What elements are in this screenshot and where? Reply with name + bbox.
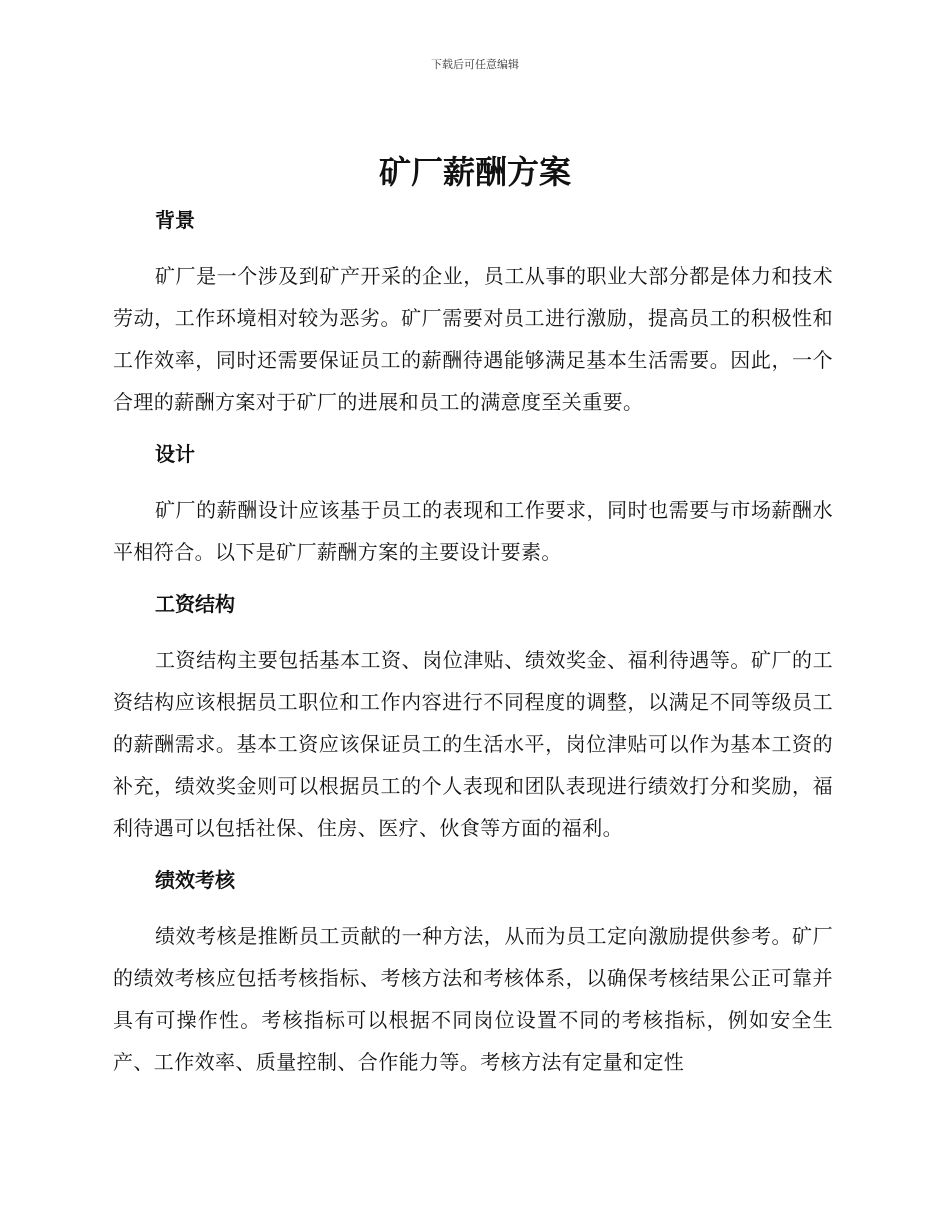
section-body-design: 矿厂的薪酬设计应该基于员工的表现和工作要求，同时也需要与市场薪酬水平相符合。以下是矿厂薪酬方案的主要设计要素。 — [113, 498, 833, 564]
section-body-salary-structure: 工资结构主要包括基本工资、岗位津贴、绩效奖金、福利待遇等。矿厂的工资结构应该根据员工职位和工作内容进行不同程度的调整，以满足不同等级员工的薪酬需求。基本工资应该保证员工的生活水平，岗位津贴可以作为基本工资的补充，绩效奖金则可以根据员工的个人表现和团队表现进行绩效打分和奖励，福利待遇可以包括社保、住房、医疗、伙食等方面的福利。 — [113, 648, 833, 840]
section-heading-salary-structure: 工资结构 — [155, 592, 235, 616]
section-heading-background: 背景 — [155, 208, 195, 232]
section-body-performance: 绩效考核是推断员工贡献的一种方法，从而为员工定向激励提供参考。矿厂的绩效考核应包括考核指标、考核方法和考核体系，以确保考核结果公正可靠并具有可操作性。考核指标可以根据不同岗位设置不同的考核指标，例如安全生产、工作效率、质量控制、合作能力等。考核方法有定量和定性 — [113, 924, 833, 1074]
document-body — [113, 203, 833, 1083]
document-title: 矿厂薪酬方案 — [378, 153, 571, 191]
page-header-note: 下载后可任意编辑 — [431, 58, 519, 71]
section-body-background: 矿厂是一个涉及到矿产开采的企业，员工从事的职业大部分都是体力和技术劳动，工作环境相对较为恶劣。矿厂需要对员工进行激励，提高员工的积极性和工作效率，同时还需要保证员工的薪酬待遇能够满足基本生活需要。因此，一个合理的薪酬方案对于矿厂的进展和员工的满意度至关重要。 — [113, 264, 833, 414]
section-heading-design: 设计 — [155, 442, 195, 466]
section-heading-performance: 绩效考核 — [155, 868, 235, 892]
